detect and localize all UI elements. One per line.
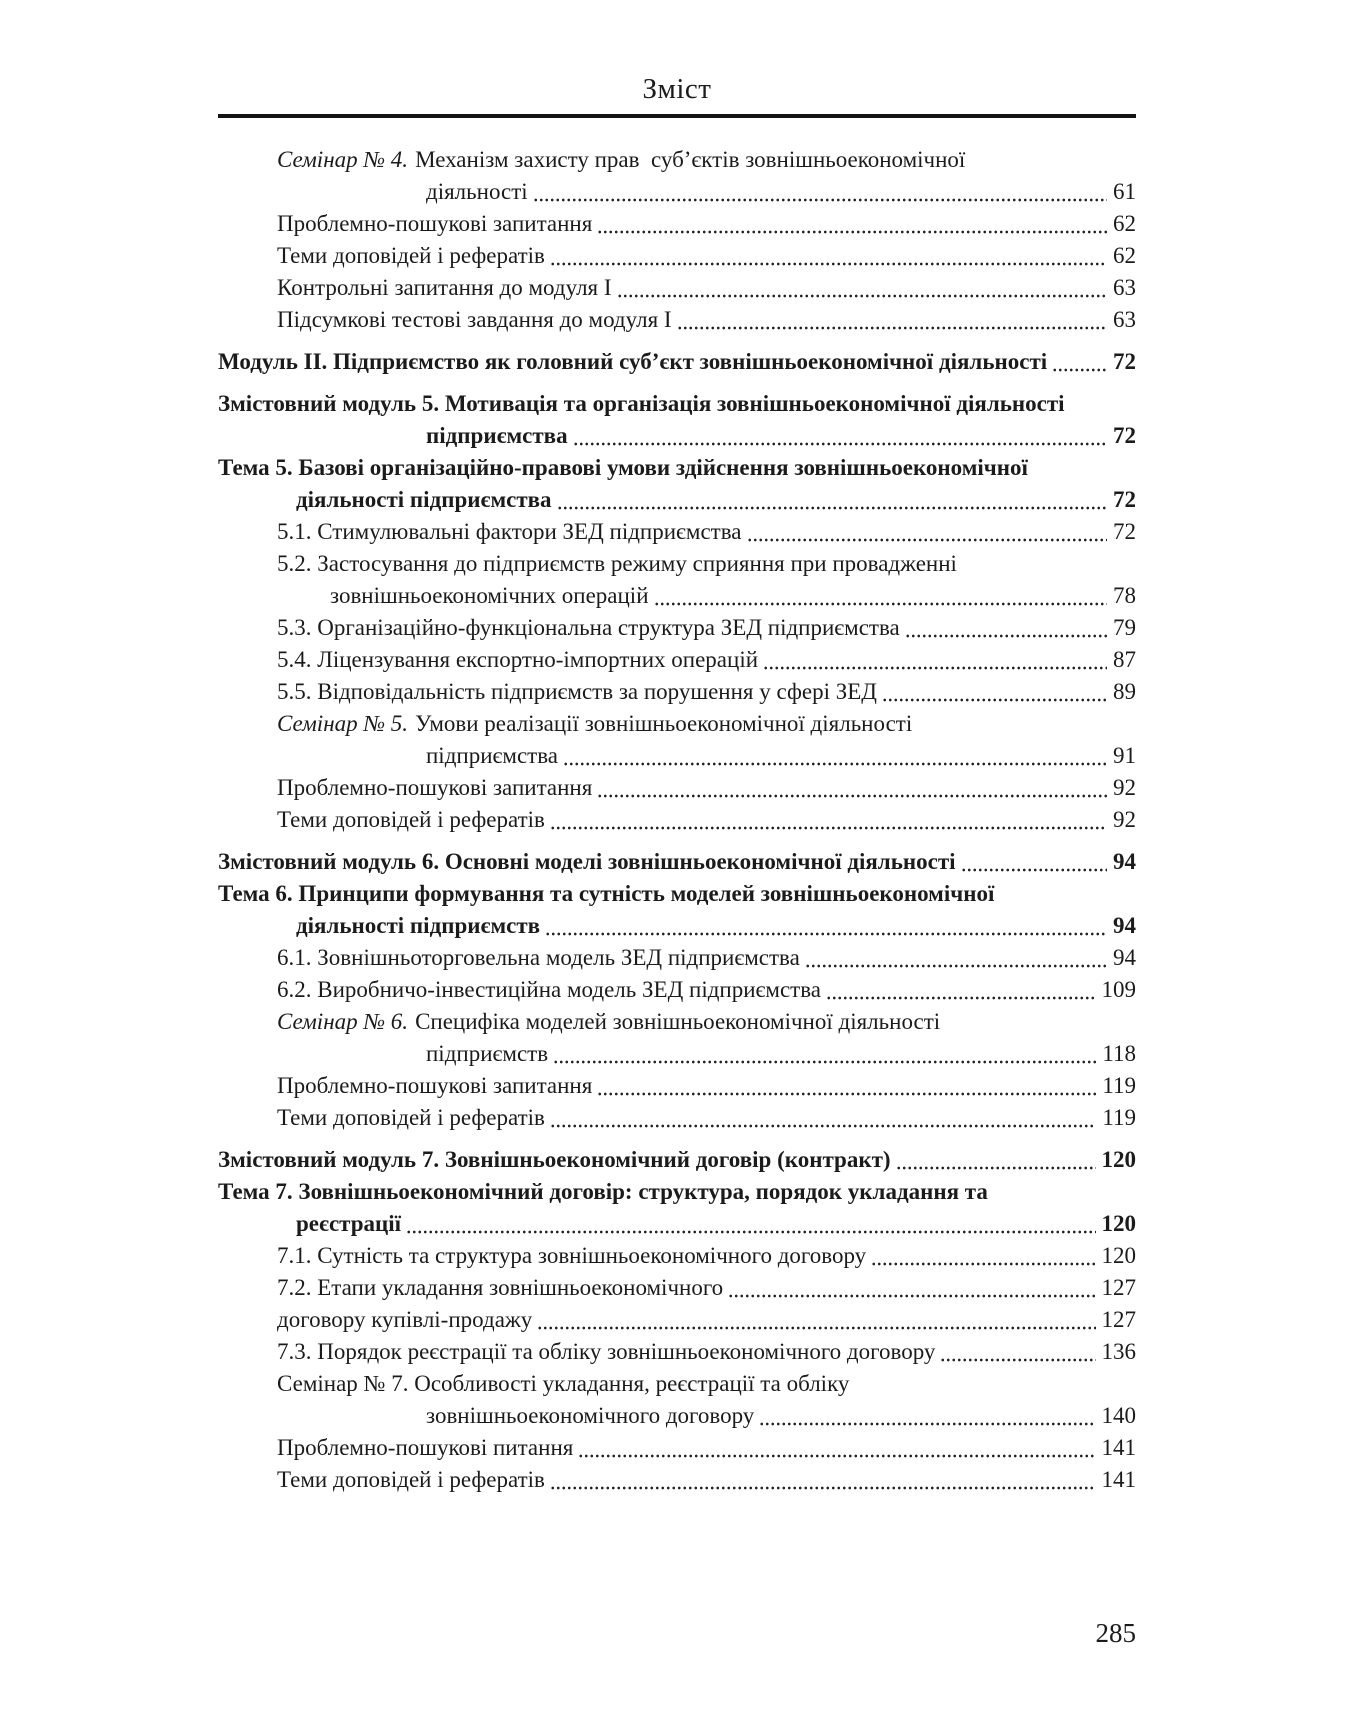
page-number: 136: [1101, 1339, 1136, 1364]
page-number: 92: [1113, 807, 1136, 832]
page-number: 120: [1101, 1243, 1136, 1268]
toc-entry-line: [218, 452, 1136, 484]
page-number: 119: [1102, 1105, 1136, 1130]
toc-entry-text: Контрольні запитання до модуля I: [277, 275, 612, 300]
toc-entry-line: [218, 1208, 1136, 1240]
page-number: 78: [1113, 583, 1136, 608]
toc-entry-text: 7.3. Порядок реєстрації та обліку зовнішньоекономічного договору: [277, 1339, 936, 1364]
document-page: [218, 0, 1136, 1496]
page-number: 92: [1113, 775, 1136, 800]
toc-entry-text: діяльності підприємства: [296, 487, 552, 512]
toc-entry-text: Проблемно-пошукові питання: [277, 1435, 574, 1460]
page-number: 120: [1101, 1211, 1136, 1236]
leader-dots: [759, 1400, 1095, 1432]
toc-entry-text: Специфіка моделей зовнішньоекономічної діяльності: [415, 1009, 941, 1034]
toc-entry-line: [218, 846, 1136, 878]
toc-entry-text: зовнішньоекономічних операцій: [330, 583, 649, 608]
title-divider: [218, 114, 1136, 118]
leader-dots: [578, 1432, 1095, 1464]
leader-dots: [654, 580, 1108, 612]
leader-dots: [406, 1208, 1095, 1240]
toc-entry-prefix: Семінар № 5.: [277, 711, 409, 736]
toc-entry-text: Підсумкові тестові завдання до модуля I: [277, 307, 672, 332]
page-number: 109: [1101, 977, 1136, 1002]
toc-entry-line: [218, 240, 1136, 272]
leader-dots: [677, 304, 1107, 336]
toc-entry-line: [218, 942, 1136, 974]
toc-entry-line: [218, 1336, 1136, 1368]
toc-entry-line: [218, 304, 1136, 336]
toc-entry-line: [218, 910, 1136, 942]
toc-entry-line: [218, 144, 1136, 176]
toc-entry-text: Проблемно-пошукові запитання: [277, 211, 593, 236]
leader-dots: [871, 1240, 1095, 1272]
toc-entry-text: діяльності: [426, 179, 528, 204]
page-number: 72: [1113, 487, 1136, 512]
leader-dots: [728, 1272, 1095, 1304]
leader-dots: [763, 644, 1107, 676]
toc-entry-line: [218, 878, 1136, 910]
leader-dots: [557, 484, 1107, 516]
toc-entry-line: [218, 516, 1136, 548]
toc-entry-line: [218, 1144, 1136, 1176]
toc-entry-text: Семінар № 7. Особливості укладання, реєстрації та обліку: [277, 1371, 850, 1396]
toc-entry-text: 7.2. Етапи укладання зовнішньоекономічного: [277, 1275, 724, 1300]
toc-entry-line: [218, 1070, 1136, 1102]
toc-entry-line: [218, 1102, 1136, 1134]
toc-entry-line: [218, 644, 1136, 676]
page-number: 94: [1113, 945, 1136, 970]
page-number: 63: [1113, 275, 1136, 300]
toc-entry-text: 5.2. Застосування до підприємств режиму сприяння при провадженні: [277, 551, 957, 576]
toc-entry-text: 6.1. Зовнішньоторговельна модель ЗЕД підприємства: [277, 945, 800, 970]
toc-entry-text: Змістовний модуль 5. Мотивація та організація зовнішньоекономічної діяльності: [218, 391, 1065, 416]
page-number: 72: [1113, 423, 1136, 448]
leader-dots: [550, 240, 1107, 272]
page-number: 79: [1113, 615, 1136, 640]
leader-dots: [905, 612, 1107, 644]
leader-dots: [563, 740, 1107, 772]
toc-entry-line: [218, 272, 1136, 304]
toc-entry-prefix: Семінар № 6.: [277, 1009, 409, 1034]
toc-entry-line: [218, 740, 1136, 772]
toc-entry-text: 7.1. Сутність та структура зовнішньоекономічного договору: [277, 1243, 867, 1268]
page-number: 72: [1113, 349, 1136, 374]
toc-entry-line: [218, 176, 1136, 208]
toc-entry-text: Механізм захисту прав суб’єктів зовнішньоекономічної: [415, 147, 966, 172]
leader-dots: [940, 1336, 1095, 1368]
page-number: 94: [1113, 849, 1136, 874]
toc-entry-text: Проблемно-пошукові запитання: [277, 1073, 593, 1098]
page-number: 127: [1101, 1275, 1136, 1300]
toc-entry-line: [218, 580, 1136, 612]
toc-entry-line: [218, 1464, 1136, 1496]
page-number: 140: [1101, 1403, 1136, 1428]
toc-entry-text: Змістовний модуль 6. Основні моделі зовнішньоекономічної діяльності: [218, 849, 956, 874]
toc-entry-line: [218, 1176, 1136, 1208]
page-number: 127: [1101, 1307, 1136, 1332]
toc-entry-line: [218, 1400, 1136, 1432]
toc-entry-text: підприємства: [426, 423, 568, 448]
toc-entry-text: Тема 7. Зовнішньоекономічний договір: структура, порядок укладання та: [218, 1179, 988, 1204]
toc-entry-line: [218, 804, 1136, 836]
leader-dots: [545, 910, 1107, 942]
page-number: 72: [1113, 519, 1136, 544]
toc-entry-text: Проблемно-пошукові запитання: [277, 775, 593, 800]
toc-entry-text: Умови реалізації зовнішньоекономічної діяльності: [415, 711, 913, 736]
toc-entry-text: 5.1. Стимулювальні фактори ЗЕД підприємства: [277, 519, 742, 544]
page-number: 62: [1113, 211, 1136, 236]
toc-entry-text: Модуль II. Підприємство як головний суб’єкт зовнішньоекономічної діяльності: [218, 349, 1048, 374]
toc-entry-text: Теми доповідей і рефератів: [277, 807, 545, 832]
toc-entry-text: договору купівлі-продажу: [277, 1307, 533, 1332]
page-number: 62: [1113, 243, 1136, 268]
toc-entry-line: [218, 388, 1136, 420]
page-number: 91: [1113, 743, 1136, 768]
toc-entry-line: [218, 1240, 1136, 1272]
toc-entry-line: [218, 346, 1136, 378]
leader-dots: [882, 676, 1107, 708]
toc-entry-text: Теми доповідей і рефератів: [277, 243, 545, 268]
page-number: 120: [1101, 1147, 1136, 1172]
toc-entry-text: Теми доповідей і рефератів: [277, 1105, 545, 1130]
leader-dots: [805, 942, 1107, 974]
toc-entry-text: 5.3. Організаційно-функціональна структура ЗЕД підприємства: [277, 615, 900, 640]
toc-entry-text: реєстрації: [296, 1211, 402, 1236]
page-number: 94: [1113, 913, 1136, 938]
leader-dots: [617, 272, 1107, 304]
leader-dots: [896, 1144, 1096, 1176]
leader-dots: [597, 1070, 1096, 1102]
leader-dots: [550, 1102, 1096, 1134]
leader-dots: [747, 516, 1107, 548]
toc-entry-line: [218, 1038, 1136, 1070]
page-number: 141: [1101, 1467, 1136, 1492]
leader-dots: [826, 974, 1096, 1006]
page-title: Зміст: [642, 73, 712, 105]
leader-dots: [537, 1304, 1095, 1336]
toc-entry-line: [218, 974, 1136, 1006]
toc-entry-text: підприємства: [426, 743, 558, 768]
page-number: 89: [1113, 679, 1136, 704]
leader-dots: [553, 1038, 1096, 1070]
toc-entry-text: Тема 5. Базові організаційно-правові умови здійснення зовнішньоекономічної: [218, 455, 1028, 480]
toc-entry-line: [218, 676, 1136, 708]
toc-entry-line: [218, 208, 1136, 240]
leader-dots: [597, 208, 1107, 240]
toc-entry-line: [218, 548, 1136, 580]
leader-dots: [1052, 346, 1107, 378]
toc-entry-text: 5.4. Ліцензування експортно-імпортних операцій: [277, 647, 759, 672]
toc-entry-line: [218, 1368, 1136, 1400]
toc-entry-text: Змістовний модуль 7. Зовнішньоекономічний договір (контракт): [218, 1147, 891, 1172]
toc-entry-text: 5.5. Відповідальність підприємств за порушення у сфері ЗЕД: [277, 679, 877, 704]
toc-entry-line: [218, 1304, 1136, 1336]
leader-dots: [550, 1464, 1096, 1496]
toc-entry-line: [218, 1272, 1136, 1304]
page-number: 61: [1113, 179, 1136, 204]
toc-entry-line: [218, 708, 1136, 740]
toc-entry-line: [218, 612, 1136, 644]
toc-entry-text: зовнішньоекономічного договору: [426, 1403, 755, 1428]
toc-entry-text: 6.2. Виробничо-інвестиційна модель ЗЕД підприємства: [277, 977, 821, 1002]
toc-entry-line: [218, 1006, 1136, 1038]
toc-entry-text: діяльності підприємств: [296, 913, 541, 938]
page-number: 87: [1113, 647, 1136, 672]
page-number: 141: [1101, 1435, 1136, 1460]
page-number: 118: [1102, 1041, 1136, 1066]
toc-entry-text: Тема 6. Принципи формування та сутність моделей зовнішньоекономічної: [218, 881, 995, 906]
toc-entry-line: [218, 772, 1136, 804]
leader-dots: [533, 176, 1107, 208]
page-number: 119: [1102, 1073, 1136, 1098]
toc-entry-text: підприємств: [426, 1041, 549, 1066]
toc-list: [218, 144, 1136, 1496]
leader-dots: [961, 846, 1107, 878]
toc-entry-text: Теми доповідей і рефератів: [277, 1467, 545, 1492]
footer-page-number: 285: [1095, 1618, 1136, 1648]
leader-dots: [550, 804, 1107, 836]
toc-entry-line: [218, 420, 1136, 452]
leader-dots: [573, 420, 1107, 452]
leader-dots: [597, 772, 1107, 804]
toc-entry-prefix: Семінар № 4.: [277, 147, 409, 172]
toc-entry-line: [218, 1432, 1136, 1464]
page-number: 63: [1113, 307, 1136, 332]
toc-entry-line: [218, 484, 1136, 516]
